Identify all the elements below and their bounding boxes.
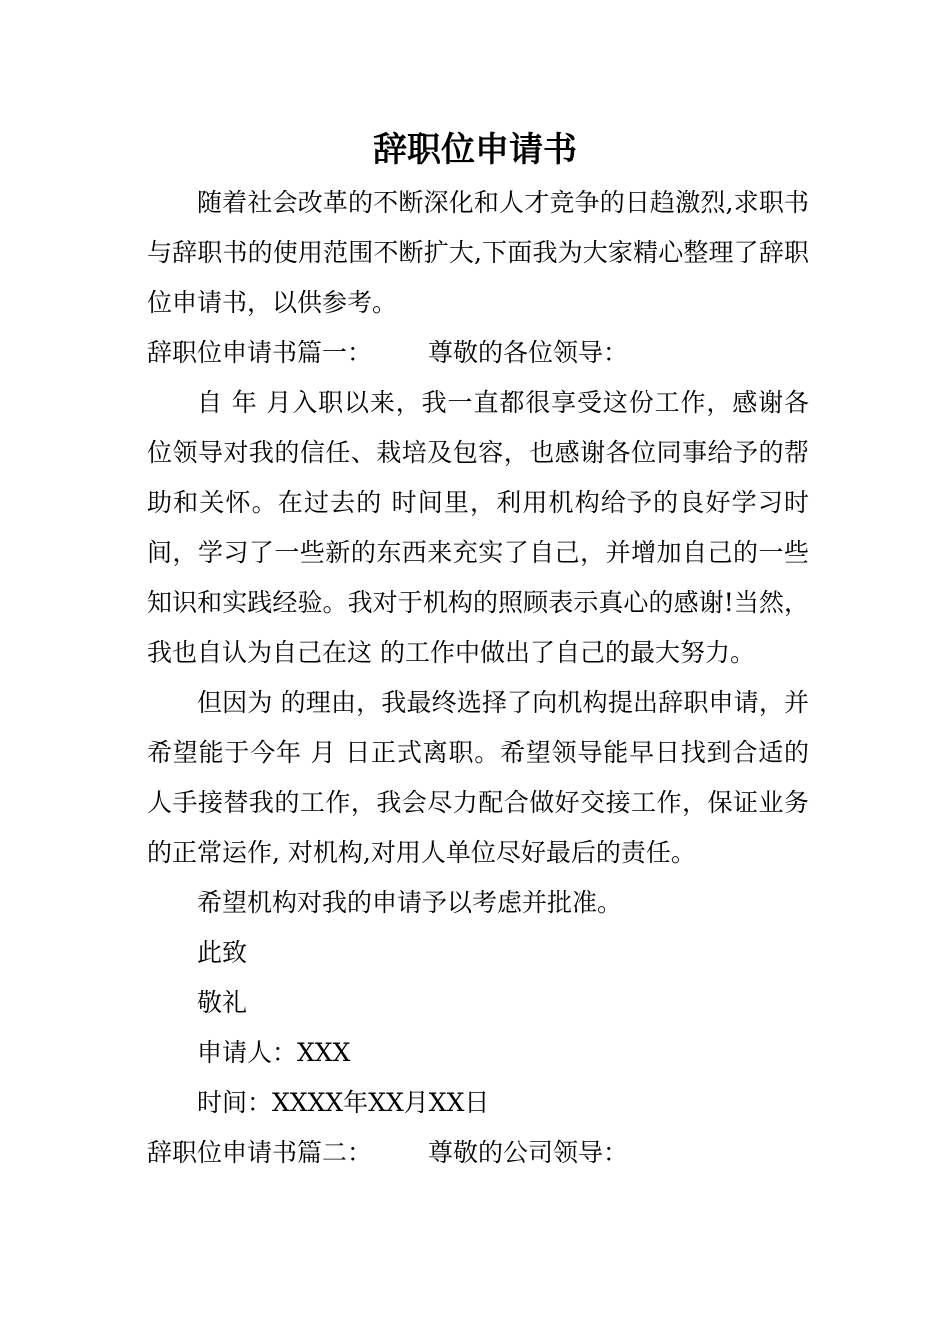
intro-paragraph: 随着社会改革的不断深化和人才竞争的日趋激烈,求职书与辞职书的使用范围不断扩大,下面我为大家精心整理了辞职位申请书，以供参考。 [147,188,809,317]
closing-jingli: 敬礼 [197,988,248,1017]
document-body [147,178,809,1178]
closing-cizhi: 此致 [197,938,248,967]
document-title: 辞职位申请书 [373,130,577,170]
applicant-line: 申请人：XXX [197,1038,351,1067]
section-1-heading: 辞职位申请书篇一： [147,338,373,367]
section-2-heading: 辞职位申请书篇二： [147,1138,373,1167]
section-1-paragraph-3: 希望机构对我的申请予以考虑并批准。 [197,888,623,917]
section-2-heading-line [147,1128,809,1178]
section-1-paragraph-1: 自 年 月入职以来，我一直都很享受这份工作，感谢各位领导对我的信任、栽培及包容，也感谢各位同事给予的帮助和关怀。在过去的 时间里，利用机构给予的良好学习时间，学习了一些新的东西来充实了自己，并增加自己的一些知识和实践经验。我对于机构的照顾表示真心的感谢!当然，我也自认为自己在这 的工作中做出了自己的最大努力。 [147,388,809,667]
section-1-salutation: 尊敬的各位领导： [428,338,629,367]
section-2-salutation: 尊敬的公司领导： [428,1138,629,1167]
section-1-paragraph-2: 但因为 的理由，我最终选择了向机构提出辞职申请，并希望能于今年 月 日正式离职。希望领导能早日找到合适的人手接替我的工作，我会尽力配合做好交接工作，保证业务的正常运作, 对机构,对用人单位尽好最后的责任。 [147,688,809,867]
date-line: 时间：XXXX年XX月XX日 [197,1088,490,1117]
section-1-heading-line [147,328,809,378]
